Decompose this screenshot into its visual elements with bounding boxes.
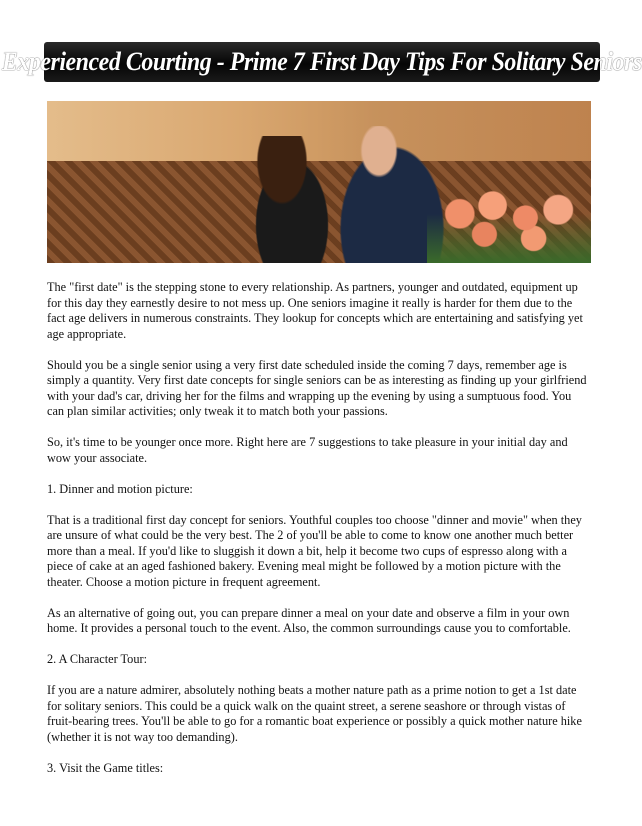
paragraph: As an alternative of going out, you can prepare dinner a meal on your date and observe a film in your own home. It provides a personal touch to the event. Also, the common surroundings cause you to comfortable.: [47, 605, 571, 635]
section-heading: 3. Visit the Game titles:: [47, 760, 164, 775]
hero-flowers: [427, 181, 591, 263]
article-body: [47, 280, 591, 792]
paragraph: Should you be a single senior using a very first date scheduled inside the coming 7 days, remember age is simply a quantity. Very first date concepts for single seniors can be as interesting as finding up your girlfriend with your dad's car, driving her for the films and wrapping up the evening by using a sumptuous food. You can plan similar activities; only tweak it to match both your passions.: [47, 357, 587, 418]
paragraph: That is a traditional first day concept for seniors. Youthful couples too choose "dinner and movie" when they are unsure of what could be the very best. The 2 of you'll be able to come to know one another much better more than a meal. If you'd like to sluggish it down a bit, help it become two cups of espresso along with a piece of cake at an aged fashioned bakery. Evening meal might be followed by a motion picture with the theater. Choose a motion picture in frequent agreement.: [47, 512, 582, 589]
section-heading: 1. Dinner and motion picture:: [47, 481, 193, 496]
section-heading: 2. A Character Tour:: [47, 652, 147, 666]
paragraph: The "first date" is the stepping stone to every relationship. As partners, younger and outdated, equipment up for this day they earnestly desire to not mess up. One seniors imagine it really is harder for them due to the fact age delivers in numerous constraints. They lookup for concepts which are entertaining and satisfying yet age appropriate.: [47, 280, 583, 341]
page-title: [2, 42, 642, 82]
paragraph: If you are a nature admirer, absolutely nothing beats a mother nature path as a prime notion to get a 1st date for solitary seniors. This could be a quick walk on the quaint street, a serene seashore or through vistas of fruit-bearing trees. You'll be able to go for a romantic boat experience or possibly a quick mother nature hike (whether it is not way too demanding).: [47, 683, 582, 744]
paragraph: So, it's time to be younger once more. Right here are 7 suggestions to take pleasure in your initial day and wow your associate.: [47, 435, 568, 465]
page-title-text: Experienced Courting - Prime 7 First Day Tips For Solitary Seniors: [2, 47, 642, 76]
hero-photo-couple: [47, 101, 591, 263]
